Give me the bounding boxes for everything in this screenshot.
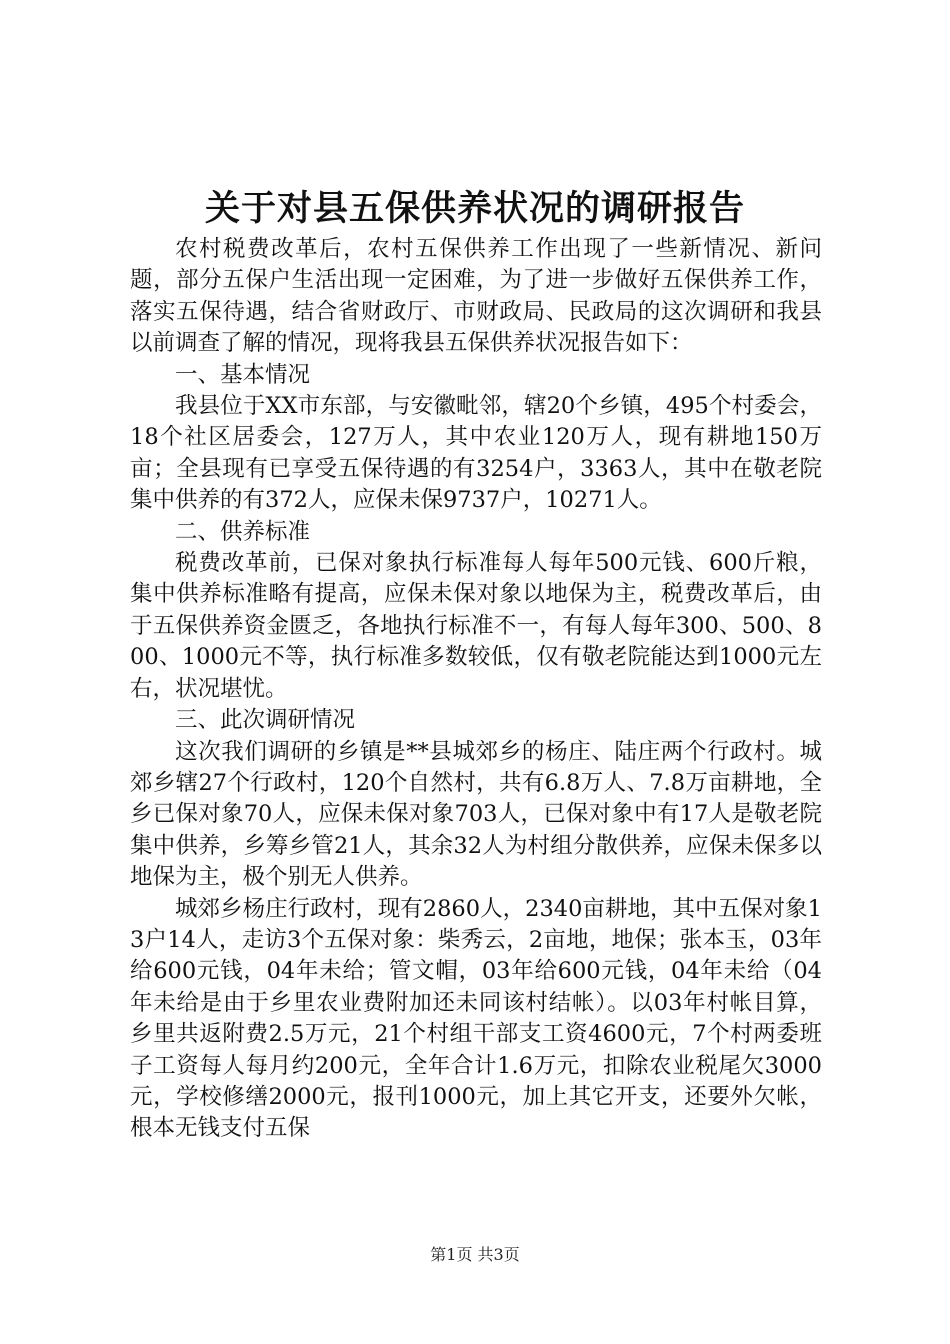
section-heading-basic: 一、基本情况 xyxy=(175,361,311,388)
yangzhuang-paragraph: 城郊乡杨庄行政村，现有2860人，2340亩耕地，其中五保对象13户14人，走访3个五保对象：柴秀云，2亩地，地保；张本玉，03年给600元钱，04年未给；管文帽，03年给600元钱，04年未给（04年未给是由于乡里农业费附加还未同该村结帐）。以03年村帐目算，乡里共返附费2.5万元，21个村组干部支工资4600元，7个村两委班子工资每人每月约200元，全年合计1.6万元，扣除农业税尾欠3000元，学校修缮2000元，报刊1000元，加上其它开支，还要外欠帐，根本无钱支付五保 xyxy=(130,895,822,1142)
basic-info-paragraph: 我县位于XX市东部，与安徽毗邻，辖20个乡镇，495个村委会，18个社区居委会，127万人，其中农业120万人，现有耕地150万亩；全县现有已享受五保待遇的有3254户，3363人，其中在敬老院集中供养的有372人，应保未保9737户，10271人。 xyxy=(130,393,822,514)
page-footer xyxy=(0,1245,950,1265)
survey-paragraph: 这次我们调研的乡镇是**县城郊乡的杨庄、陆庄两个行政村。城郊乡辖27个行政村，120个自然村，共有6.8万人、7.8万亩耕地，全乡已保对象70人，应保未保对象703人，已保对象中有17人是敬老院集中供养，乡筹乡管21人，其余32人为村组分散供养，应保未保多以地保为主，极个别无人供养。 xyxy=(130,738,822,891)
section-heading-standard: 二、供养标准 xyxy=(175,518,311,545)
page-number: 第1页 xyxy=(430,1245,473,1264)
intro-paragraph: 农村税费改革后，农村五保供养工作出现了一些新情况、新问题，部分五保户生活出现一定困难，为了进一步做好五保供养工作，落实五保待遇，结合省财政厅、市财政局、民政局的这次调研和我县以前调查了解的情况，现将我县五保供养状况报告如下： xyxy=(130,236,822,357)
page-total: 共3页 xyxy=(477,1245,520,1264)
document-body xyxy=(130,234,822,1145)
document-title: 关于对县五保供养状况的调研报告 xyxy=(204,188,745,229)
standard-paragraph: 税费改革前，已保对象执行标准每人每年500元钱、600斤粮，集中供养标准略有提高，应保未保对象以地保为主，税费改革后，由于五保供养资金匮乏，各地执行标准不一，有每人每年300、500、800、1000元不等，执行标准多数较低，仅有敬老院能达到1000元左右，状况堪忧。 xyxy=(130,550,822,702)
section-heading-survey: 三、此次调研情况 xyxy=(175,707,356,734)
